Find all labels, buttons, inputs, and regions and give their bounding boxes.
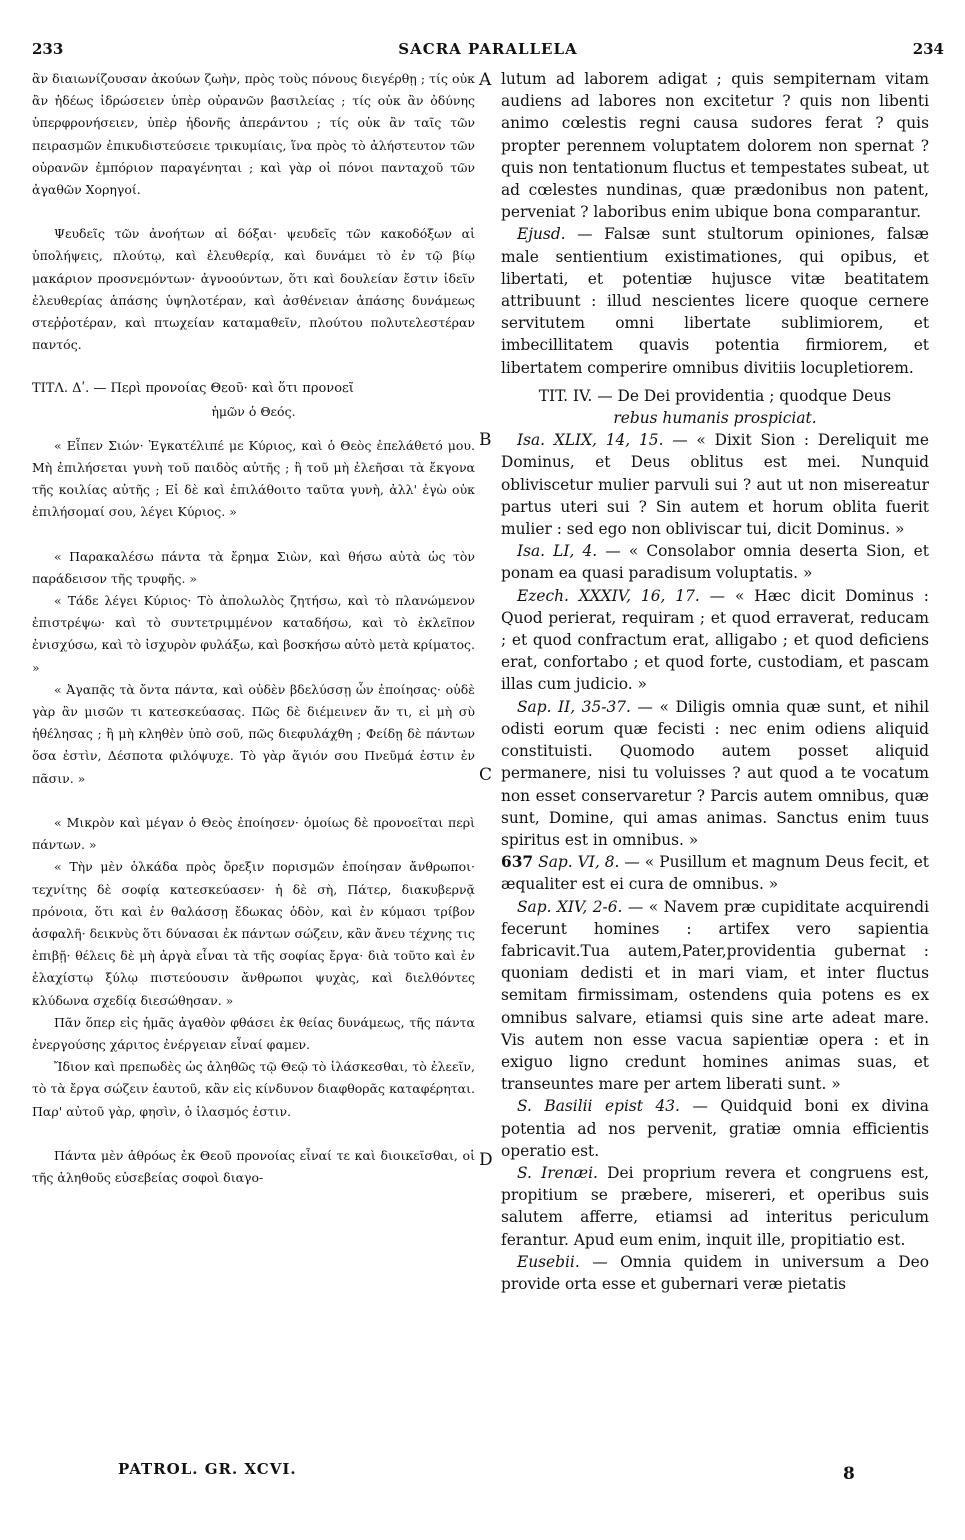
citation: Sap. VI, 8. [538, 853, 620, 872]
column-number: 637 [501, 853, 534, 872]
latin-section-title: TIT. IV. — De Dei providentia ; quodque Deus [538, 386, 892, 405]
citation: Sap. XIV, 2-6. [517, 897, 623, 916]
margin-letter-c: C [479, 765, 493, 785]
latin-paragraph: S. Irenæi. Dei proprium revera et congruens est, propitium se præbere, misereri, et operibus suis salutem afferre, etiamsi ad interitus periculum ferantur. Apud eum enim, inquit ille, propitiatio est. [501, 1163, 929, 1249]
greek-paragraph: Ἴδιον καὶ πρεπωδὲς ὡς ἀληθῶς τῷ Θεῷ τὸ ἱλάσκεσθαι, τὸ ἐλεεῖν, τὸ τὰ ἔργα σώζειν ἑαυτοῦ, κἂν εἰς κίνδυνον διαφθορᾶς καταφέρηται. Παρ' αὐτοῦ γὰρ, φησὶν, ὁ ἱλασμός ἐστιν. [32, 1059, 475, 1119]
greek-quote: « Μικρὸν καὶ μέγαν ὁ Θεὸς ἐποίησεν· ὁμοίως δὲ προνοεῖται περὶ πάντων. » [32, 814, 475, 853]
greek-quote: « Παρακαλέσω πάντα τὰ ἔρημα Σιὼν, καὶ θήσω αὐτὰ ὡς τὸν παράδεισον τῆς τρυφῆς. » [32, 548, 475, 586]
greek-quote: « Ἀγαπᾷς τὰ ὄντα πάντα, καὶ οὐδὲν βδελύσσῃ ὧν ἐποίησας· οὐδὲ γὰρ ἂν μισῶν τι κατεσκεύασας. Πῶς δὲ διέμεινεν ἄν τι, εἰ μὴ σὺ ἠθέλησας ; ἢ μὴ κληθὲν ὑπὸ σοῦ, πῶς διεφυλάχθη ; Φείδῃ δὲ πάντων ὅσα ἐστὶν, Δέσποτα φιλόψυχε. Τὸ γὰρ ἅγιόν σου Πνεῦμά ἐστιν ἐν πᾶσιν. » [32, 681, 475, 786]
citation: Sap. II, 35-37. [517, 697, 631, 716]
latin-quote: Sap. II, 35-37. — « Diligis omnia quæ sunt, et nihil odisti eorum quæ fecisti : nec enim odiens aliquid constituisti. Quomodo autem posset aliquid permanere, nisi tu voluisses ? aut quod a te vocatum non esset conservaretur ? Parcis autem omnibus, quæ sunt, Domine, qui amas animas. Sanctus enim tuus spiritus est in omnibus. » [501, 697, 929, 849]
greek-quote: « Τάδε λέγει Κύριος· Τὸ ἀπολωλὸς ζητήσω, καὶ τὸ πλανώμενον ἐπιστρέψω· καὶ τὸ συντετριμμένον καταδήσω, καὶ τὸ ἐκλεῖπον ἐνισχύσω, καὶ τὸ ἰσχυρὸν φυλάξω, καὶ βοσκήσω αὐτὸ μετὰ κρίματος. » [32, 593, 475, 675]
footer-volume: PATROL. GR. XCVI. [118, 1460, 297, 1478]
margin-letter-a: A [479, 70, 492, 90]
page-header [32, 40, 944, 62]
margin-letter-b: B [479, 430, 492, 450]
latin-section-title-cont: rebus humanis prospiciat. [613, 409, 817, 428]
greek-paragraph: Ψευδεῖς τῶν ἀνοήτων αἱ δόξαι· ψευδεῖς τῶν κακοδόξων αἱ ὑπολήψεις, πλούτῳ, καὶ ἐλευθερίᾳ, καὶ δυνάμει τὸ ἐν τῷ βίῳ μακάριον προσνεμόντων· ἀγνοούντων, ὅτι καὶ δουλείαν ἔστιν ἰδεῖν ἐλευθερίας ἁπάσης ὑψηλοτέραν, καὶ ἀσθένειαν ἁπάσης δυνάμεως στεῤῥοτέραν, καὶ πτωχείαν καταμαθεῖν, πλούτου πολυτελεστέραν παντός. [32, 226, 475, 353]
citation: Ejusd. [517, 225, 566, 244]
latin-paragraph: lutum ad laborem adigat ; quis sempiternam vitam audiens ad labores non excitetur ? quis non libenti animo cœlestis regni causa sudores ferat ? quis propter perennem voluptatem dolorem non spernat ? quis non tentationum fluctus et tempestates subeat, ut ad cœlestes nundinas, quæ prædonibus non patent, perveniat ? laboribus enim ubique bona comparantur. [501, 70, 929, 222]
citation: Isa. XLIX, 14, 15. [517, 431, 664, 450]
greek-quote: « Τὴν μὲν ὁλκάδα πρὸς ὄρεξιν πορισμῶν ἐποίησαν ἄνθρωποι· τεχνίτης δὲ σοφίᾳ κατεσκεύασεν· ἡ δὲ σὴ, Πάτερ, διακυβερνᾷ πρόνοια, ὅτι καὶ ἐν θαλάσσῃ ἔδωκας ὁδὸν, καὶ ἐν κύμασι τρίβον ἀσφαλῆ· δεικνὺς ὅτι δύνασαι ἐκ πάντων σώζειν, κἂν ἄνευ τέχνης τις ἐπιβῇ· θέλεις δὲ μὴ ἀργὰ εἶναι τὰ τῆς σοφίας ἔργα· διὰ τοῦτο καὶ ἐν ἐλαχίστῳ ξύλῳ πιστεύουσιν ἄνθρωποι ψυχὰς, καὶ διελθόντες κλύδωνα σχεδίᾳ διεσώθησαν. » [32, 859, 475, 1008]
greek-paragraph: Πᾶν ὅπερ εἰς ἡμᾶς ἀγαθὸν φθάσει ἐκ θείας δυνάμεως, τῆς πάντα ἐνεργούσης χάριτος ἐνέργειαν εἶναί φαμεν. [32, 1014, 475, 1052]
right-page-number: 234 [912, 40, 944, 58]
latin-quote: 637 Sap. VI, 8. — « Pusillum et magnum Deus fecit, et æqualiter est ei cura de omnibus. » [501, 853, 929, 894]
latin-quote: Isa. LI, 4. — « Consolabor omnia deserta Sion, et ponam ea quasi paradisum voluptatis. » [501, 542, 929, 583]
citation: S. Basilii epist 43. [517, 1097, 680, 1116]
latin-paragraph: S. Basilii epist 43. — Quidquid boni ex divina potentia ad nos pervenit, gratiæ omnia efficientis operatio est. [501, 1097, 929, 1160]
margin-letter-d: D [479, 1150, 493, 1170]
latin-paragraph: Ejusd. — Falsæ sunt stultorum opiniones, falsæ male sentientium existimationes, qui opibus, et libertati, et potentiæ hujusce vitæ beatitatem attribuunt : illud nescientes licere quoque cernere servitutem omni libertate sublimiorem, et imbecillitatem quavis potentia firmiorem, et libertatem comperire omnibus divitiis locupletiorem. [501, 225, 929, 377]
latin-paragraph: Eusebii. — Omnia quidem in universum a Deo provide orta esse et gubernari veræ pietatis [501, 1252, 929, 1293]
latin-quote: Sap. XIV, 2-6. — « Navem præ cupiditate acquirendi fecerunt homines : artifex vero sapientia fabricavit.Tua autem,Pater,providentia gubernat : quoniam dedisti et in mari viam, et inter fluctus semitam firmissimam, ostendens quia potens es ex omnibus salvare, etiamsi quis sine arte adeat mare. Vis autem non esse vacua sapientiæ opera : et in exiguo ligno credunt homines animas suas, et transeuntes mare per artem liberati sunt. » [501, 897, 930, 1094]
greek-paragraph: Πάντα μὲν ἀθρόως ἐκ Θεοῦ προνοίας εἶναί τε καὶ διοικεῖσθαι, οἱ τῆς ἀληθοῦς εὐσεβείας σοφοὶ διαγο- [32, 1147, 475, 1185]
running-title: SACRA PARALLELA [398, 40, 578, 58]
greek-quote: « Εἶπεν Σιών· Ἐγκατέλιπέ με Κύριος, καὶ ὁ Θεὸς ἐπελάθετό μου. Μὴ ἐπιλήσεται γυνὴ τοῦ παιδὸς αὐτῆς ; ἢ τοῦ μὴ ἐλεῆσαι τὰ ἔκγονα τῆς κοιλίας αὐτῆς ; Εἰ δὲ καὶ ἐπιλάθοιτο ταῦτα γυνὴ, ἀλλ' ἐγὼ οὐκ ἐπιλήσομαί σου, λέγει Κύριος. » [32, 437, 475, 520]
greek-section-title-cont: ἡμῶν ὁ Θεός. [211, 403, 296, 419]
citation: Ezech. XXXIV, 16, 17. [517, 586, 700, 605]
footer-signature: 8 [843, 1464, 855, 1484]
greek-section-title: ΤΙΤΛ. Δʹ. — Περὶ προνοίας Θεοῦ· καὶ ὅτι προνοεῖ [32, 381, 354, 397]
left-page-number: 233 [32, 40, 64, 58]
citation: S. Irenæi. [517, 1163, 598, 1182]
greek-paragraph: ἂν διαιωνίζουσαν ἀκούων ζωὴν, πρὸς τοὺς πόνους διεγέρθῃ ; τίς οὐκ ἂν ἡδέως ἱδρώσειεν ὑπὲρ οὐρανῶν βασιλείας ; τίς οὐκ ἂν ὀδύνης ὑπερφρονήσειεν, ὑπὲρ ἡδονῆς ἀπεράντου ; τίς οὐκ ἂν ταῖς τῶν πειρασμῶν ἐπικυδιστεύσειε τρικυμίαις, ἵνα πρὸς τὸ ἀλήστευτον τῶν οὐρανῶν ἐμπόριον παραγένηται ; καὶ γὰρ οἱ πόνοι πανταχοῦ τῶν ἀγαθῶν Χορηγοί. [32, 71, 475, 198]
latin-quote: Isa. XLIX, 14, 15. — « Dixit Sion : Dereliquit me Dominus, et Deus oblitus est mei. Nunquid obliviscetur mulier parvuli sui ? aut ut non misereatur partus uteri sui ? Sin autem et horum oblita fuerit mulier : sed ego non obliviscar tui, dicit Dominus. » [501, 431, 929, 539]
citation: Eusebii. [517, 1252, 580, 1271]
latin-quote: Ezech. XXXIV, 16, 17. — « Hæc dicit Dominus : Quod perierat, requiram ; et quod erraverat, reducam ; et quod confractum erat, alligabo ; et quod deficiens erat, confortabo ; et quod forte, custodiam, et pascam illas cum judicio. » [501, 586, 929, 694]
greek-column [32, 68, 475, 1189]
citation: Isa. LI, 4. [517, 542, 598, 561]
latin-column [501, 68, 929, 1295]
